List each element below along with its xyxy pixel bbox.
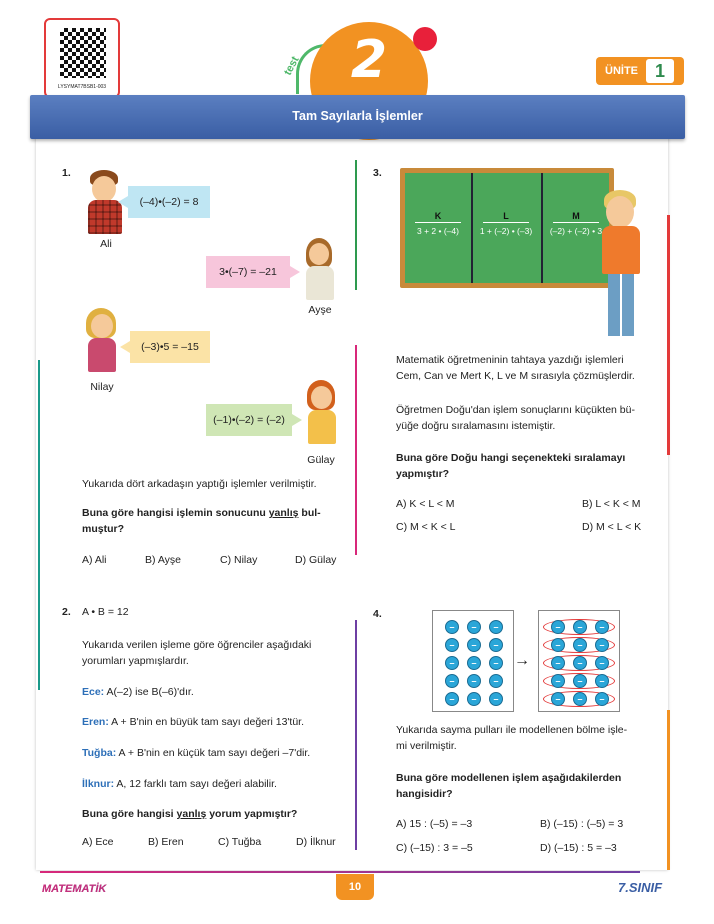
negative-counter: – bbox=[489, 620, 503, 634]
q2-comment-ece-text: A(–2) ise B(–6)'dır. bbox=[104, 686, 194, 698]
column-divider-bottom bbox=[355, 345, 357, 555]
q2-question bbox=[82, 806, 352, 822]
q3-option-a[interactable]: A) K < L < M bbox=[396, 498, 455, 510]
q4-text bbox=[396, 722, 660, 754]
footer-brand: MATEMATİK bbox=[42, 883, 107, 895]
negative-counter: – bbox=[467, 620, 481, 634]
q2-option-a[interactable]: A) Ece bbox=[82, 836, 114, 848]
q2-comment-ece-name: Ece: bbox=[82, 686, 105, 698]
negative-counter: – bbox=[573, 638, 587, 652]
negative-counter: – bbox=[467, 638, 481, 652]
nilay-name: Nilay bbox=[90, 381, 114, 393]
negative-counter: – bbox=[551, 620, 565, 634]
q3-question bbox=[396, 450, 660, 482]
q4-option-c[interactable]: C) (–15) : 3 = –5 bbox=[396, 842, 473, 854]
q3-question-line-1: Buna göre Doğu hangi seçenekteki sıralamayı bbox=[396, 452, 626, 464]
q2-comment-ilknur-name: İlknur: bbox=[82, 778, 115, 790]
unit-label: ÜNİTE bbox=[605, 65, 638, 77]
page-title: Tam Sayılarla İşlemler bbox=[292, 109, 423, 123]
board-cell-l bbox=[473, 211, 539, 236]
gulay-figure bbox=[304, 380, 340, 446]
q1-question-keyword: yanlış bbox=[268, 507, 299, 519]
unit-badge bbox=[596, 57, 684, 85]
q4-option-b[interactable]: B) (–15) : (–5) = 3 bbox=[540, 818, 624, 830]
negative-counter: – bbox=[445, 692, 459, 706]
negative-counter: – bbox=[595, 674, 609, 688]
footer-line bbox=[40, 871, 640, 873]
grade-label: 7.SINIF bbox=[618, 880, 663, 895]
q4-option-d[interactable]: D) (–15) : 5 = –3 bbox=[540, 842, 617, 854]
ayse-bubble-tail bbox=[290, 266, 300, 278]
negative-counter: – bbox=[573, 674, 587, 688]
q3-text-line-2: Cem, Can ve Mert K, L ve M sırasıyla çözmüşlerdir. bbox=[396, 370, 635, 382]
ayse-name: Ayşe bbox=[308, 304, 332, 316]
q3-question-line-2: yapmıştır? bbox=[396, 468, 450, 480]
negative-counter: – bbox=[595, 656, 609, 670]
negative-counter: – bbox=[551, 638, 565, 652]
q2-option-c[interactable]: C) Tuğba bbox=[218, 836, 262, 848]
q3-text-line-3: Öğretmen Doğu'dan işlem sonuçlarını küçükten bü- bbox=[396, 404, 635, 416]
q1-question-part-c: muştur? bbox=[82, 523, 124, 535]
q2-stem-line-2: yorumları yapmışlardır. bbox=[82, 655, 189, 667]
q1-option-d[interactable]: D) Gülay bbox=[295, 554, 337, 566]
q2-comment-eren-text: A + B'nin en büyük tam sayı değeri 13'tür. bbox=[108, 716, 305, 728]
negative-counter: – bbox=[489, 692, 503, 706]
q2-comment-tugba-text: A + B'nin en küçük tam sayı değeri –7'dir. bbox=[116, 747, 311, 759]
side-strip-left bbox=[38, 360, 40, 690]
q2-option-d[interactable]: D) İlknur bbox=[296, 836, 336, 848]
gulay-bubble bbox=[206, 404, 292, 436]
board-label-l: L bbox=[483, 211, 529, 223]
unit-number: 1 bbox=[646, 59, 674, 83]
q1-question-part-a: Buna göre hangisi işlemin sonucunu bbox=[82, 507, 269, 519]
column-divider-lower bbox=[355, 620, 357, 850]
q3-option-d[interactable]: D) M < L < K bbox=[582, 521, 642, 533]
q4-question-line-1: Buna göre modellenen işlem aşağıdakilerden bbox=[396, 772, 622, 784]
q3-text-line-1: Matematik öğretmeninin tahtaya yazdığı işlemleri bbox=[396, 354, 624, 366]
negative-counter: – bbox=[573, 656, 587, 670]
title-bar bbox=[30, 95, 685, 139]
q3-option-b[interactable]: B) L < K < M bbox=[582, 498, 641, 510]
blackboard-surface bbox=[405, 173, 609, 283]
negative-counter: – bbox=[489, 656, 503, 670]
negative-counter: – bbox=[573, 620, 587, 634]
negative-counter: – bbox=[467, 674, 481, 688]
q2-question-part-b: yorum yapmıştır? bbox=[206, 808, 298, 820]
q1-option-a[interactable]: A) Ali bbox=[82, 554, 107, 566]
ali-bubble-text: (–4)•(–2) = 8 bbox=[139, 196, 199, 208]
ali-bubble bbox=[128, 186, 210, 218]
nilay-bubble-text: (–3)•5 = –15 bbox=[141, 341, 199, 353]
negative-counter: – bbox=[445, 656, 459, 670]
board-expr-l: 1 + (–2) • (–3) bbox=[479, 226, 533, 236]
negative-counter: – bbox=[551, 656, 565, 670]
q2-comment-tugba bbox=[82, 745, 352, 761]
q1-option-c[interactable]: C) Nilay bbox=[220, 554, 258, 566]
negative-counter: – bbox=[467, 692, 481, 706]
negative-counter: – bbox=[467, 656, 481, 670]
q2-comment-ilknur-text: A, 12 farklı tam sayı değeri alabilir. bbox=[114, 778, 277, 790]
q2-question-part-a: Buna göre hangisi bbox=[82, 808, 177, 820]
nilay-figure bbox=[82, 308, 122, 374]
q2-number: 2. bbox=[62, 606, 71, 618]
negative-counter: – bbox=[595, 620, 609, 634]
q2-comment-tugba-name: Tuğba: bbox=[82, 747, 117, 759]
ali-bubble-tail bbox=[118, 196, 128, 208]
q4-text-line-1: Yukarıda sayma pulları ile modellenen bölme işle- bbox=[396, 724, 628, 736]
negative-counter: – bbox=[595, 692, 609, 706]
qr-code-box[interactable] bbox=[44, 18, 120, 98]
negative-counter: – bbox=[551, 692, 565, 706]
q4-option-a[interactable]: A) 15 : (–5) = –3 bbox=[396, 818, 473, 830]
q2-question-keyword: yanlış bbox=[176, 808, 207, 820]
q3-text-2 bbox=[396, 402, 660, 434]
negative-counter: – bbox=[573, 692, 587, 706]
negative-counter: – bbox=[595, 638, 609, 652]
q1-question-part-b: bul- bbox=[298, 507, 321, 519]
negative-counter: – bbox=[445, 620, 459, 634]
q2-option-b[interactable]: B) Eren bbox=[148, 836, 184, 848]
board-expr-k: 3 + 2 • (–4) bbox=[417, 226, 459, 236]
side-strip-right-bottom bbox=[667, 710, 670, 870]
gulay-bubble-tail bbox=[292, 414, 302, 426]
q2-comment-ece bbox=[82, 684, 352, 700]
q4-number: 4. bbox=[373, 608, 382, 620]
q1-question bbox=[82, 505, 352, 537]
test-number: 2 bbox=[350, 30, 388, 90]
test-word: test bbox=[281, 54, 302, 78]
q4-question-line-2: hangisidir? bbox=[396, 788, 453, 800]
negative-counter: – bbox=[489, 638, 503, 652]
q4-text-line-2: mi verilmiştir. bbox=[396, 740, 457, 752]
qr-code-icon bbox=[60, 28, 106, 78]
q3-text bbox=[396, 352, 660, 384]
gulay-name: Gülay bbox=[307, 454, 335, 466]
page-number: 10 bbox=[336, 874, 374, 900]
qr-caption: LYSYMAT7BSB1-003 bbox=[57, 84, 107, 90]
q2-stem bbox=[82, 637, 352, 669]
negative-counter: – bbox=[445, 638, 459, 652]
arrow-icon: → bbox=[514, 652, 530, 669]
q2-comment-eren bbox=[82, 714, 352, 730]
board-label-k: K bbox=[415, 211, 461, 223]
gulay-bubble-text: (–1)•(–2) = (–2) bbox=[213, 414, 285, 426]
board-label-m: M bbox=[553, 211, 599, 223]
q4-question bbox=[396, 770, 660, 802]
counters-before bbox=[432, 610, 514, 712]
q2-comment-ilknur bbox=[82, 776, 352, 792]
ayse-bubble bbox=[206, 256, 290, 288]
q2-given: A • B = 12 bbox=[82, 606, 129, 618]
side-strip-right-top bbox=[667, 215, 670, 455]
board-expr-m: (–2) + (–2) • 3 bbox=[549, 226, 603, 236]
negative-counter: – bbox=[445, 674, 459, 688]
board-cell-k bbox=[405, 211, 471, 236]
q1-stem: Yukarıda dört arkadaşın yaptığı işlemler verilmiştir. bbox=[82, 478, 317, 490]
nilay-bubble-tail bbox=[120, 341, 130, 353]
nilay-bubble bbox=[130, 331, 210, 363]
blackboard bbox=[400, 168, 614, 288]
q1-option-b[interactable]: B) Ayşe bbox=[145, 554, 181, 566]
red-dot-decoration bbox=[413, 27, 437, 51]
negative-counter: – bbox=[551, 674, 565, 688]
ayse-figure bbox=[302, 238, 338, 302]
column-divider-top bbox=[355, 160, 357, 290]
ayse-bubble-text: 3•(–7) = –21 bbox=[219, 266, 277, 278]
q3-number: 3. bbox=[373, 167, 382, 179]
q3-text-line-4: yüğe doğru sıralamasını istemiştir. bbox=[396, 420, 556, 432]
q2-stem-line-1: Yukarıda verilen işleme göre öğrenciler aşağıdaki bbox=[82, 639, 312, 651]
negative-counter: – bbox=[489, 674, 503, 688]
q1-number: 1. bbox=[62, 167, 71, 179]
q2-comment-eren-name: Eren: bbox=[82, 716, 109, 728]
ali-name: Ali bbox=[100, 238, 112, 250]
teacher-figure bbox=[598, 190, 646, 340]
q3-option-c[interactable]: C) M < K < L bbox=[396, 521, 456, 533]
counters-after bbox=[538, 610, 620, 712]
